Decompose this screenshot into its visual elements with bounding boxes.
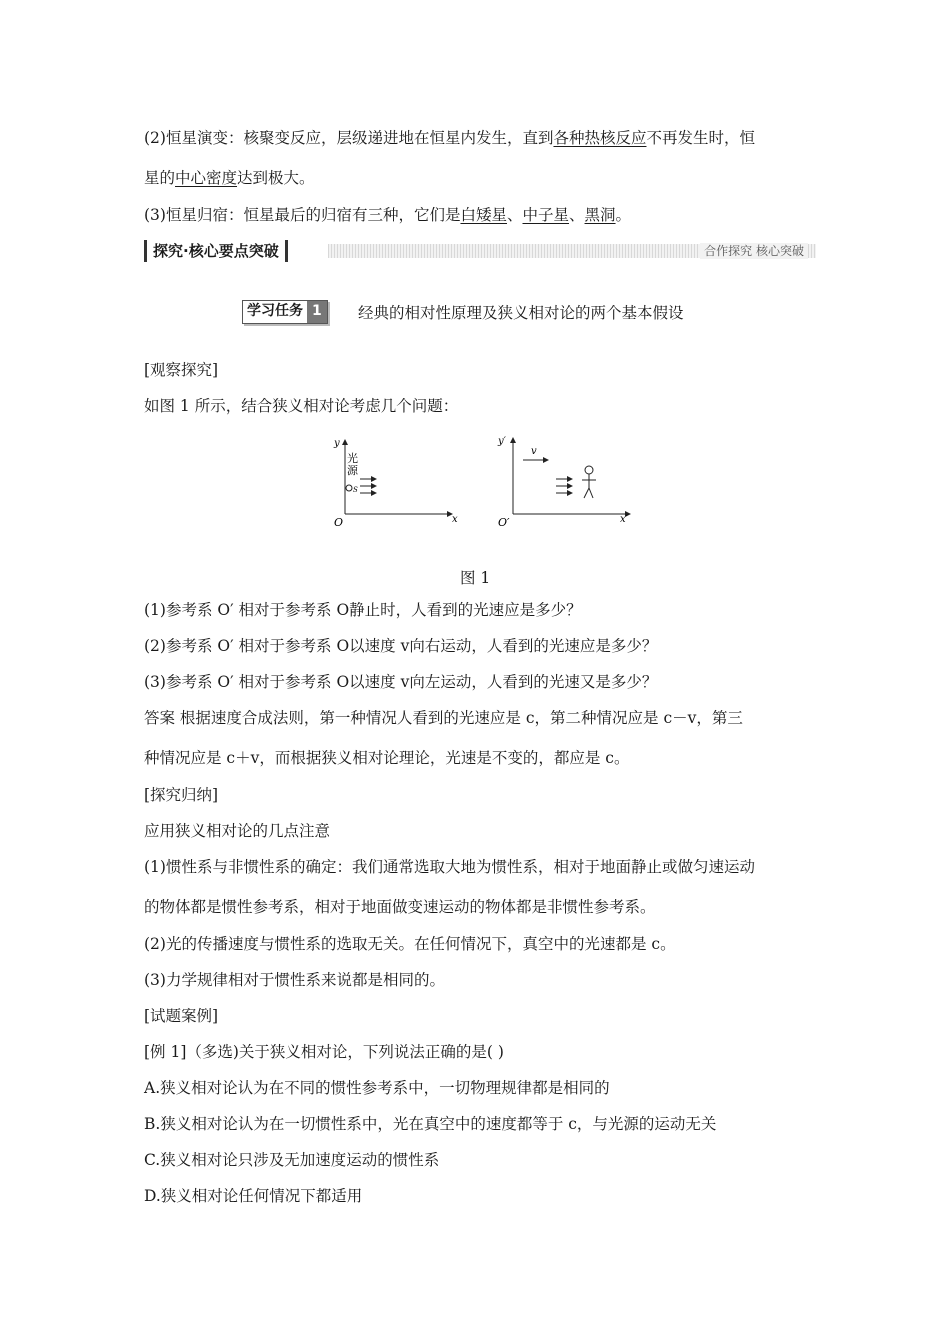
- light-source-label: [347, 451, 362, 477]
- left-x-label: x: [452, 514, 458, 525]
- summary-point-1: (1)惯性系与非惯性系的确定：我们通常选取大地为惯性系，相对于地面静止或做匀速运动: [144, 858, 755, 876]
- right-origin-label: O′: [498, 516, 510, 529]
- option-d: D.狭义相对论任何情况下都适用: [144, 1187, 363, 1205]
- question-1: (1)参考系 O′ 相对于参考系 O静止时，人看到的光速应是多少？: [144, 601, 582, 619]
- left-y-label: y: [334, 438, 340, 449]
- left-frame: [333, 438, 458, 529]
- summary-intro: 应用狭义相对论的几点注意: [144, 822, 331, 840]
- underlined-term: 中心密度: [175, 169, 238, 187]
- option-a: A.狭义相对论认为在不同的惯性参考系中，一切物理规律都是相同的: [144, 1079, 610, 1097]
- text: (2)恒星演变：核聚变反应，层级递进地在恒星内发生，直到: [144, 129, 554, 147]
- underlined-term: 白矮星: [460, 206, 507, 224]
- light-source-icon: [346, 485, 352, 491]
- right-frame: [497, 436, 630, 529]
- task-label-text: 学习任务: [243, 301, 307, 323]
- text: 不再发生时，恒: [646, 129, 755, 147]
- text: 达到极大。: [237, 169, 315, 187]
- banner-title: 探究·核心要点突破: [144, 240, 288, 262]
- light-source-char-2: 源: [347, 464, 358, 477]
- paragraph-star-fate: [144, 205, 631, 225]
- option-c: C.狭义相对论只涉及无加速度运动的惯性系: [144, 1151, 440, 1169]
- left-origin-label: O: [334, 516, 344, 529]
- answer-line-2: 种情况应是 c＋v，而根据狭义相对论理论，光速是不变的，都应是 c。: [144, 749, 630, 767]
- paragraph-star-evolution-cont: [144, 168, 315, 188]
- summary-point-1-cont: 的物体都是惯性参考系，相对于地面做变速运动的物体都是非惯性参考系。: [144, 898, 656, 916]
- summary-point-3: (3)力学规律相对于惯性系来说都是相同的。: [144, 971, 445, 989]
- text: 、: [506, 206, 523, 224]
- underlined-term: 各种热核反应: [553, 129, 647, 147]
- paragraph-star-evolution: [144, 128, 755, 148]
- text: 星的: [144, 169, 176, 187]
- velocity-label: v: [531, 446, 537, 457]
- option-b: B.狭义相对论认为在一切惯性系中，光在真空中的速度都等于 c，与光源的运动无关: [144, 1115, 717, 1133]
- task-label: [242, 300, 328, 324]
- question-2: (2)参考系 O′ 相对于参考系 O以速度 v向右运动，人看到的光速应是多少？: [144, 637, 658, 655]
- question-3: (3)参考系 O′ 相对于参考系 O以速度 v向左运动，人看到的光速又是多少？: [144, 673, 658, 691]
- text: 。: [615, 206, 632, 224]
- answer-line-1: 答案 根据速度合成法则，第一种情况人看到的光速应是 c，第二种情况应是 c－v，第三: [144, 709, 743, 727]
- banner-subtitle: 合作探究 核心突破: [700, 243, 808, 259]
- right-y-label: y′: [498, 436, 506, 447]
- light-source-char-1: 光: [347, 452, 358, 465]
- task-number: 1: [307, 301, 327, 323]
- text: 、: [569, 206, 585, 224]
- figure-caption: 图 1: [460, 569, 491, 587]
- observe-intro: 如图 1 所示，结合狭义相对论考虑几个问题：: [144, 397, 459, 415]
- underlined-term: 中子星: [522, 206, 570, 224]
- example-stem: [例 1]（多选)关于狭义相对论，下列说法正确的是( ): [144, 1043, 504, 1061]
- summary-heading: [探究归纳]: [144, 786, 219, 804]
- figure-1: [320, 430, 640, 530]
- underlined-term: 黑洞: [584, 206, 616, 224]
- observer-person-icon: [582, 466, 596, 498]
- right-x-label: x′: [620, 514, 628, 525]
- summary-point-2: (2)光的传播速度与惯性系的选取无关。在任何情况下，真空中的光速都是 c。: [144, 935, 676, 953]
- section-banner: [144, 240, 816, 262]
- task-title: 经典的相对性原理及狭义相对论的两个基本假设: [358, 304, 684, 322]
- observe-heading: [观察探究]: [144, 361, 219, 379]
- source-s-label: S: [353, 486, 358, 494]
- example-heading: [试题案例]: [144, 1007, 219, 1025]
- text: (3)恒星归宿：恒星最后的归宿有三种，它们是: [144, 206, 461, 224]
